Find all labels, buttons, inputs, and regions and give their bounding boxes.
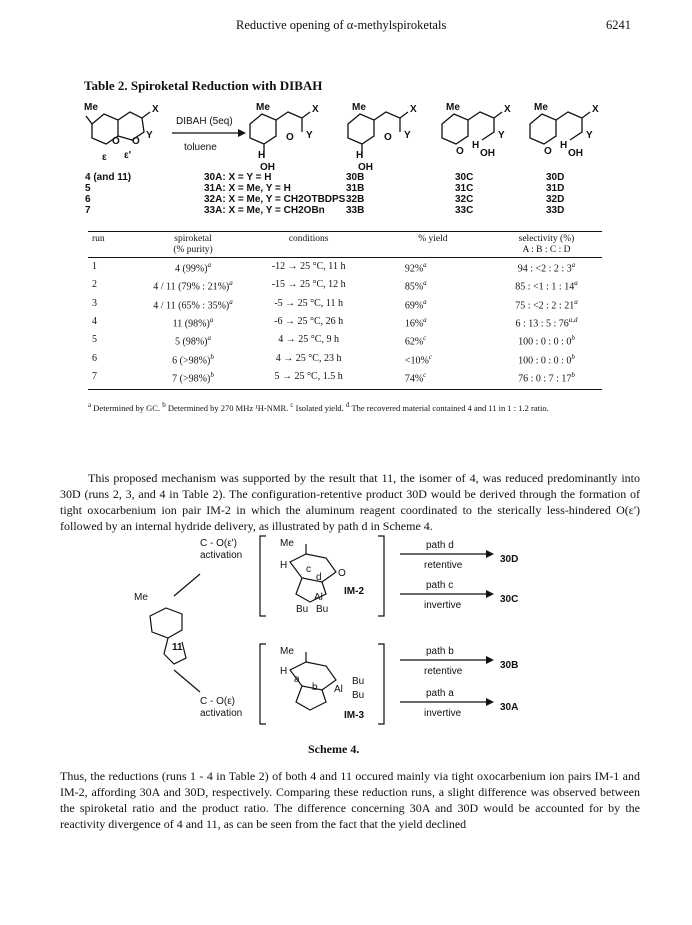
sm-O2: O xyxy=(132,136,140,147)
footnote-marker: b xyxy=(571,352,575,361)
im3-a: a xyxy=(294,674,300,685)
body-paragraph-1 xyxy=(60,470,640,534)
pd-X: X xyxy=(592,104,599,115)
im3-H: H xyxy=(280,666,288,677)
table-row xyxy=(88,295,602,313)
pb-OH: OH xyxy=(358,162,373,173)
sm-Me: Me xyxy=(84,102,98,113)
col-header-selectivity xyxy=(491,233,602,258)
footnote-marker: a xyxy=(207,261,211,269)
selectivity-cell-text: 75 : <2 : 2 : 21 xyxy=(515,299,575,311)
footnote-marker: b xyxy=(210,370,214,379)
col-header-selectivity-title: selectivity (%) xyxy=(518,234,575,244)
product-b-label: 32B xyxy=(346,194,365,205)
label-eps-prime: ε' xyxy=(124,150,132,161)
spiroketal-cell xyxy=(144,276,243,294)
product-d-list xyxy=(546,172,564,216)
solvent: toluene xyxy=(184,142,217,153)
run-cell-text: 7 xyxy=(92,371,97,383)
product-d-label: 33D xyxy=(546,205,565,216)
pa-Me: Me xyxy=(256,102,270,113)
run-cell-text: 1 xyxy=(92,261,97,273)
selectivity-cell xyxy=(491,350,602,368)
yield-cell xyxy=(375,368,491,386)
pc-X: X xyxy=(504,104,511,115)
run-cell-text: 6 xyxy=(92,352,97,364)
reagent: DIBAH (5eq) xyxy=(176,116,233,127)
table-bottom-rule xyxy=(88,389,602,390)
sm-label: 7 xyxy=(85,205,91,216)
run-cell-text: 2 xyxy=(92,279,97,291)
path-d: path d xyxy=(426,540,454,551)
im2-Me: Me xyxy=(280,538,294,549)
label-eps: ε xyxy=(102,152,107,163)
im3-Me: Me xyxy=(280,646,294,657)
yield-cell xyxy=(375,350,491,368)
col-header-spiroketal-title: spiroketal xyxy=(174,234,212,244)
footnote-marker: b xyxy=(210,352,214,361)
yield-cell-text: <10% xyxy=(404,354,429,366)
path-a-type: invertive xyxy=(424,708,462,719)
conditions-cell-text: -5 → 25 °C, 11 h xyxy=(274,297,343,309)
conditions-cell xyxy=(242,295,374,313)
running-title: Reductive opening of α-methylspiroketals xyxy=(236,18,447,32)
run-cell xyxy=(88,295,144,313)
col-header-spiroketal xyxy=(144,233,243,258)
product-b-label: 31B xyxy=(346,183,365,194)
spiroketal-cell-text: 5 (98%) xyxy=(174,336,208,348)
product-a-label: 33A: X = Me, Y = CH2OBn xyxy=(204,205,325,216)
product-30D: 30D xyxy=(500,554,519,565)
spiroketal-cell-text: 6 (>98%) xyxy=(172,354,211,366)
product-b-label: 33B xyxy=(346,205,365,216)
table-header-row xyxy=(88,233,602,258)
table-top-rule xyxy=(88,231,602,232)
path-b-type: retentive xyxy=(424,666,463,677)
yield-cell xyxy=(375,331,491,349)
sm-O1: O xyxy=(112,136,120,147)
table-row xyxy=(88,258,602,277)
product-c-label: 33C xyxy=(455,205,474,216)
conditions-cell-text: 4 → 25 °C, 23 h xyxy=(275,352,342,364)
im2-Al: Al xyxy=(314,592,323,603)
path-c: path c xyxy=(426,580,454,591)
pd-O: O xyxy=(544,146,552,157)
conditions-cell xyxy=(242,313,374,331)
run-cell xyxy=(88,368,144,386)
spiroketal-cell-text: 4 / 11 (65% : 35%) xyxy=(153,299,230,311)
product-a-label: 32A: X = Me, Y = CH2OTBDPS xyxy=(204,194,346,205)
footnote-marker: c xyxy=(423,370,427,379)
im3-Bu-1: Bu xyxy=(352,676,365,687)
sm-label: 4 (and 11) xyxy=(85,172,132,183)
pc-O: O xyxy=(456,146,464,157)
run-cell xyxy=(88,331,144,349)
im2-d: d xyxy=(316,572,322,583)
footnote-b: Determined by 270 MHz ¹H-NMR. xyxy=(167,402,289,413)
footnote-marker: c xyxy=(423,334,427,343)
im2-Bu-1: Bu xyxy=(296,604,309,615)
conditions-cell xyxy=(242,350,374,368)
pd-Me: Me xyxy=(534,102,548,113)
product-c-label: 30C xyxy=(455,172,474,183)
col-header-conditions: conditions xyxy=(242,233,374,258)
yield-cell xyxy=(375,258,491,277)
conditions-cell-text: 4 → 25 °C, 9 h xyxy=(278,334,339,346)
pd-H: H xyxy=(560,140,568,151)
yield-cell xyxy=(375,295,491,313)
pa-O: O xyxy=(286,132,294,143)
run-cell xyxy=(88,313,144,331)
run-cell xyxy=(88,350,144,368)
selectivity-cell-text: 76 : 0 : 7 : 17 xyxy=(518,373,572,385)
footnote-marker: a xyxy=(209,315,214,324)
footnote-marker: c xyxy=(428,352,432,361)
pb-X: X xyxy=(410,104,417,115)
table-row xyxy=(88,276,602,294)
product-a-list xyxy=(204,172,345,216)
footnote-marker: a,d xyxy=(568,315,578,324)
col-header-yield: % yield xyxy=(375,233,491,258)
spiroketal-cell xyxy=(144,258,243,277)
product-d-label: 31D xyxy=(546,183,565,194)
paragraph-1-text: This proposed mechanism was supported by the result that 11, the isomer of 4, was reduced predominantly into 30D (runs 2, 3, and 4 in Table 2). The configuration-retentive product 30D would be derived through the formation of tight oxocarbenium ion pair IM-2 in which the aluminum reagent coordinated to the sterically less-hindered O(ε') followed by an internal hydride delivery, as illustrated by path d in Scheme 4. xyxy=(60,471,640,533)
s4-Me-left: Me xyxy=(134,592,148,603)
spiroketal-cell xyxy=(144,331,243,349)
sm-X: X xyxy=(152,104,159,115)
selectivity-cell-text: 6 : 13 : 5 : 76 xyxy=(515,318,569,330)
pa-H: H xyxy=(258,150,266,161)
product-a-label: 31A: X = Me, Y = H xyxy=(204,183,291,194)
spiroketal-cell xyxy=(144,350,243,368)
footnote-c: Isolated yield. xyxy=(295,402,344,413)
conditions-cell-text: 5 → 25 °C, 1.5 h xyxy=(274,371,343,383)
scheme-4-diagram xyxy=(130,532,550,737)
spiroketal-cell xyxy=(144,368,243,386)
im2-O: O xyxy=(338,568,346,579)
upper-activation: C - O(ε') xyxy=(200,538,237,549)
im2-c: c xyxy=(306,564,311,575)
col-header-spiroketal-sub: (% purity) xyxy=(173,245,213,255)
footnote-marker: a xyxy=(423,279,427,288)
yield-cell-text: 16% xyxy=(404,318,424,330)
scheme-4-caption: Scheme 4. xyxy=(308,742,360,756)
selectivity-cell xyxy=(491,368,602,386)
run-cell-text: 5 xyxy=(92,334,97,346)
yield-cell-text: 85% xyxy=(404,281,424,293)
conditions-cell xyxy=(242,368,374,386)
im2-H: H xyxy=(280,560,288,571)
product-c-label: 32C xyxy=(455,194,474,205)
selectivity-cell-text: 85 : <1 : 1 : 14 xyxy=(515,281,575,293)
selectivity-cell xyxy=(491,295,602,313)
footnote-d: The recovered material contained 4 and 11 in 1 : 1.2 ratio. xyxy=(351,402,549,413)
selectivity-cell xyxy=(491,313,602,331)
pc-Me: Me xyxy=(446,102,460,113)
footnote-marker: a xyxy=(207,334,211,343)
product-30C: 30C xyxy=(500,594,519,605)
conditions-cell xyxy=(242,331,374,349)
table-row xyxy=(88,313,602,331)
product-b-list xyxy=(346,172,364,216)
page-number: 6241 xyxy=(606,18,631,32)
product-a-label: 30A: X = Y = H xyxy=(204,172,272,183)
sm-Y: Y xyxy=(146,130,153,141)
reaction-scheme-structures xyxy=(80,98,610,180)
im3-Al: Al xyxy=(334,684,343,695)
footnote-marker: a xyxy=(571,261,576,269)
pc-H: H xyxy=(472,140,480,151)
spiroketal-cell-text: 11 (98%) xyxy=(172,318,210,330)
product-b-label: 30B xyxy=(346,172,365,183)
conditions-cell-text: -6 → 25 °C, 26 h xyxy=(274,316,344,328)
conditions-cell-text: -12 → 25 °C, 11 h xyxy=(271,261,346,273)
footnote-marker: a xyxy=(423,297,427,306)
spiroketal-cell-text: 4 (99%) xyxy=(174,263,208,275)
table-title: Table 2. Spiroketal Reduction with DIBAH xyxy=(84,78,323,93)
product-c-list xyxy=(455,172,473,216)
pa-OH: OH xyxy=(260,162,275,173)
product-d-label: 32D xyxy=(546,194,565,205)
paragraph-2-text: Thus, the reductions (runs 1 - 4 in Table 2) of both 4 and 11 occured mainly via tight oxocarbenium ion pairs IM-1 and IM-2, affording 30A and 30D, respectively. Comparing these reduction runs, a slight difference was observed between the spiroketal ratio and the product ratio. The difference concerning 30A and 30D would be accounted for by the reactivity divergence of 4 and 11, as can be seen from the fact that the yield declined xyxy=(60,769,640,831)
product-30B: 30B xyxy=(500,660,519,671)
pa-Y: Y xyxy=(306,130,313,141)
pd-Y: Y xyxy=(586,130,593,141)
lower-activation-2: activation xyxy=(200,708,243,719)
sm-label: 6 xyxy=(85,194,91,205)
pc-Y: Y xyxy=(498,130,505,141)
yield-cell xyxy=(375,276,491,294)
selectivity-cell-text: 100 : 0 : 0 : 0 xyxy=(518,354,572,366)
conditions-cell xyxy=(242,276,374,294)
path-c-type: invertive xyxy=(424,600,462,611)
body-paragraph-2 xyxy=(60,768,640,832)
yield-cell-text: 62% xyxy=(404,336,424,348)
footnote-marker: b xyxy=(571,334,575,343)
pb-Y: Y xyxy=(404,130,411,141)
product-d-label: 30D xyxy=(546,172,565,183)
yield-cell-text: 69% xyxy=(404,299,424,311)
spiroketal-cell xyxy=(144,313,243,331)
footnote-marker: a xyxy=(423,261,427,269)
footnote-marker: a xyxy=(229,297,233,306)
run-cell xyxy=(88,258,144,277)
yield-cell xyxy=(375,313,491,331)
footnote-marker: b xyxy=(571,370,575,379)
im3-b: b xyxy=(312,682,318,693)
pa-X: X xyxy=(312,104,319,115)
yield-cell-text: 74% xyxy=(404,373,424,385)
upper-activation-2: activation xyxy=(200,550,243,561)
conditions-cell-text: -15 → 25 °C, 12 h xyxy=(271,279,346,291)
im2-label: IM-2 xyxy=(344,586,364,597)
col-header-run: run xyxy=(88,233,144,258)
selectivity-cell-text: 100 : 0 : 0 : 0 xyxy=(518,336,572,348)
product-c-label: 31C xyxy=(455,183,474,194)
footnote-marker: a xyxy=(423,315,427,324)
pb-O: O xyxy=(384,132,392,143)
spiroketal-cell-text: 7 (>98%) xyxy=(172,373,211,385)
run-cell-text: 4 xyxy=(92,316,97,328)
path-b: path b xyxy=(426,646,454,657)
pd-OH: OH xyxy=(568,148,583,159)
run-cell xyxy=(88,276,144,294)
table-row xyxy=(88,331,602,349)
pc-OH: OH xyxy=(480,148,495,159)
footnote-marker: a xyxy=(574,297,578,306)
conditions-cell xyxy=(242,258,374,277)
col-header-selectivity-sub: A : B : C : D xyxy=(522,245,571,255)
product-30A: 30A xyxy=(500,702,519,713)
spiroketal-cell xyxy=(144,295,243,313)
pb-H: H xyxy=(356,150,364,161)
yield-cell-text: 92% xyxy=(404,263,424,275)
selectivity-cell xyxy=(491,276,602,294)
footnote-marker: a xyxy=(229,279,233,288)
run-cell-text: 3 xyxy=(92,297,97,309)
im2-Bu-2: Bu xyxy=(316,604,329,615)
footnote-a: Determined by GC. xyxy=(93,402,161,413)
table-footnotes: $^a$ Determined by GC. $^b$ Determined by 270 MHz ¹H-NMR. $^c$ Isolated yield. $^d$ The recovered material contained 4 and 11 in 1 : 1.2 ratio. xyxy=(88,401,549,413)
sm-label: 5 xyxy=(85,183,91,194)
compound-11-label: 11 xyxy=(172,642,183,653)
selectivity-cell xyxy=(491,331,602,349)
spiroketal-cell-text: 4 / 11 (79% : 21%) xyxy=(153,281,230,293)
selectivity-cell-text: 94 : <2 : 2 : 3 xyxy=(517,263,572,275)
footnote-marker: a xyxy=(574,279,578,288)
im3-label: IM-3 xyxy=(344,710,364,721)
lower-activation: C - O(ε) xyxy=(200,696,236,707)
pb-Me: Me xyxy=(352,102,366,113)
im3-Bu-2: Bu xyxy=(352,690,365,701)
results-table xyxy=(88,233,602,386)
path-a: path a xyxy=(426,688,454,699)
selectivity-cell xyxy=(491,258,602,277)
path-d-type: retentive xyxy=(424,560,463,571)
starting-material-list xyxy=(85,172,131,216)
table-row xyxy=(88,350,602,368)
table-row xyxy=(88,368,602,386)
